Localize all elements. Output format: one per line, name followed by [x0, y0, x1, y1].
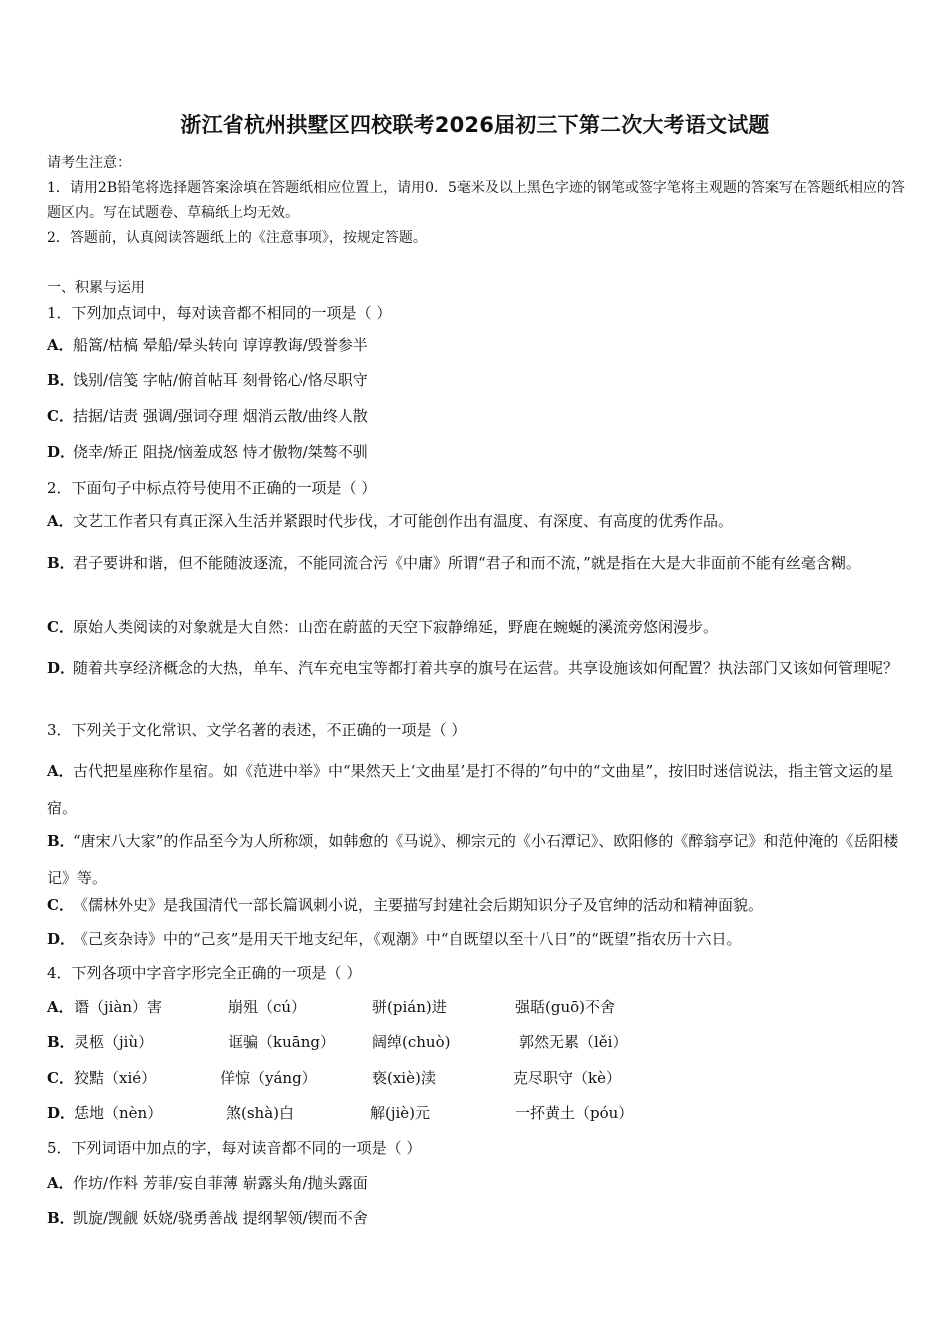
item-4: 郭然无累（lěi）: [519, 1033, 628, 1051]
option-text: 凯旋/觊觎 妖娆/骁勇善战 提纲挈领/锲而不舍: [73, 1209, 368, 1227]
item-1: 谮（jiàn）害: [74, 998, 163, 1016]
q4-stem: 4．下列各项中字音字形完全正确的一项是（ ）: [47, 964, 362, 982]
item-2: 佯惊（yáng）: [220, 1069, 317, 1087]
item-1: 狡黠（xié）: [74, 1069, 157, 1087]
q2-stem: 2．下面句子中标点符号使用不正确的一项是（ ）: [47, 479, 377, 497]
option-label: B．: [47, 371, 75, 389]
q3-option-d: [47, 929, 913, 949]
option-text: 饯别/信笺 字帖/俯首帖耳 刻骨铭心/恪尽职守: [73, 371, 368, 389]
q5-stem: 5．下列词语中加点的字，每对读音都不同的一项是（ ）: [47, 1139, 422, 1157]
option-label: D．: [47, 659, 76, 677]
option-label: A．: [47, 512, 74, 530]
item-4: 强聒(guō)不舍: [515, 998, 615, 1016]
option-label: D．: [47, 443, 76, 461]
option-text: “唐宋八大家”的作品至今为人所称颂，如韩愈的《马说》、柳宗元的《小石潭记》、欧阳修的《醉翁亭记》和范仲淹的《岳阳楼记》等。: [47, 832, 899, 887]
q3-stem: 3．下列关于文化常识、文学名著的表述，不正确的一项是（ ）: [47, 721, 467, 739]
option-label: B．: [47, 1209, 75, 1227]
option-label: C．: [47, 407, 74, 425]
option-label: D．: [47, 930, 76, 948]
q3-option-a: [47, 753, 913, 827]
option-label: B．: [47, 832, 75, 850]
item-2: 崩殂（cú）: [228, 998, 307, 1016]
option-text: 文艺工作者只有真正深入生活并紧跟时代步伐，才可能创作出有温度、有深度、有高度的优秀作品。: [73, 512, 734, 530]
item-3: 阔绰(chuò): [372, 1033, 451, 1051]
row-label: B．: [47, 1033, 75, 1051]
q5-option-a: [47, 1173, 913, 1193]
row-label: A．: [47, 998, 74, 1016]
option-text: 《儒林外史》是我国清代一部长篇讽刺小说，主要描写封建社会后期知识分子及官绅的活动和精神面貌。: [73, 896, 764, 914]
item-4: 克尽职守（kè）: [513, 1069, 621, 1087]
option-text: 《己亥杂诗》中的“己亥”是用天干地支纪年，《观潮》中“自既望以至十八日”的“既望”指农历十六日。: [73, 930, 742, 948]
q3-option-c: [47, 895, 913, 915]
notice-item-1: 1．请用2B铅笔将选择题答案涂填在答题纸相应位置上，请用0．5毫米及以上黑色字迹的钢笔或签字笔将主观题的答案写在答题纸相应的答题区内。写在试题卷、草稿纸上均无效。: [47, 180, 905, 221]
option-label: C．: [47, 896, 74, 914]
item-3: 亵(xiè)渎: [372, 1069, 436, 1087]
q3-option-b: [47, 823, 913, 897]
q2-option-d: [47, 650, 913, 686]
option-label: A．: [47, 336, 74, 354]
option-label: A．: [47, 762, 74, 780]
option-text: 随着共享经济概念的大热，单车、汽车充电宝等都打着共享的旗号在运营。共享设施该如何配置？执法部门又该如何管理呢？: [73, 659, 899, 677]
row-label: C．: [47, 1069, 74, 1087]
item-2: 煞(shà)白: [226, 1104, 295, 1122]
item-3: 骈(pián)进: [372, 998, 447, 1016]
option-text: 拮据/诘责 强调/强词夺理 烟消云散/曲终人散: [73, 407, 368, 425]
option-text: 侥幸/矫正 阻挠/恼羞成怒 恃才傲物/桀骜不驯: [73, 443, 368, 461]
q1-option-a: [47, 335, 913, 355]
q2-option-b: [47, 545, 913, 581]
item-2: 诓骗（kuāng）: [228, 1033, 335, 1051]
option-label: C．: [47, 618, 74, 636]
option-text: 船篙/枯槁 晕船/晕头转向 谆谆教诲/毁誉参半: [73, 336, 368, 354]
item-3: 解(jiè)元: [370, 1104, 431, 1122]
q2-option-a: [47, 511, 913, 531]
item-1: 灵柩（jiù）: [74, 1033, 154, 1051]
page-title: 浙江省杭州拱墅区四校联考2026届初三下第二次大考语文试题: [180, 113, 770, 137]
item-4: 一抔黄土（póu）: [515, 1104, 634, 1122]
row-label: D．: [47, 1104, 76, 1122]
option-text: 君子要讲和谐，但不能随波逐流，不能同流合污《中庸》所谓“君子和而不流，”就是指在大是大非面前不能有丝毫含糊。: [73, 554, 861, 572]
option-text: 古代把星座称作星宿。如《范进中举》中“果然天上‘文曲星’是打不得的”句中的“文曲星”，按旧时迷信说法，指主管文运的星宿。: [47, 762, 894, 817]
section-heading: 一、积累与运用: [47, 280, 145, 296]
option-label: A．: [47, 1174, 74, 1192]
item-1: 恁地（nèn）: [74, 1104, 163, 1122]
notice-item-2: 2．答题前，认真阅读答题纸上的《注意事项》，按规定答题。: [47, 230, 427, 246]
option-text: 作坊/作料 芳菲/妄自菲薄 崭露头角/抛头露面: [73, 1174, 368, 1192]
q1-option-d: [47, 442, 913, 462]
q2-option-c: [47, 617, 913, 637]
notice-heading: 请考生注意：: [47, 155, 131, 171]
q1-option-b: [47, 370, 913, 390]
option-text: 原始人类阅读的对象就是大自然：山峦在蔚蓝的天空下寂静绵延，野鹿在蜿蜒的溪流旁悠闲漫步。: [73, 618, 719, 636]
q5-option-b: [47, 1208, 913, 1228]
q1-option-c: [47, 406, 913, 426]
q1-stem: 1．下列加点词中，每对读音都不相同的一项是（ ）: [47, 304, 392, 322]
option-label: B．: [47, 554, 75, 572]
